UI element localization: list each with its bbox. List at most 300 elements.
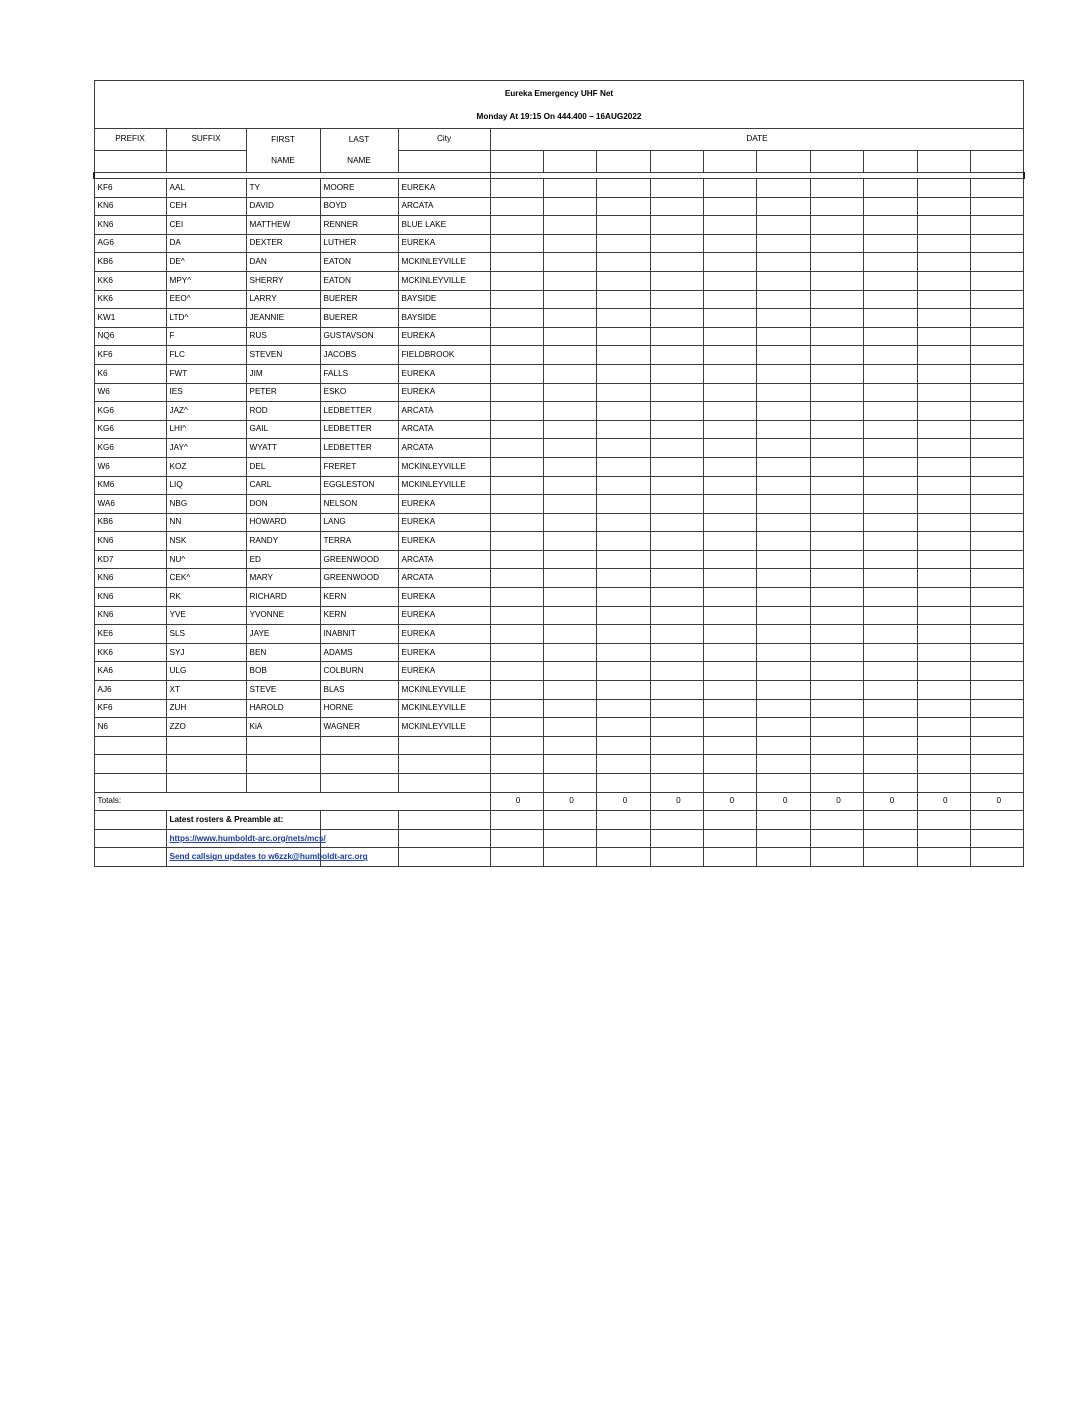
cell-last-name[interactable]: NELSON (320, 495, 398, 514)
cell-checkin-3[interactable] (597, 327, 650, 346)
cell-checkin-3[interactable] (597, 290, 650, 309)
cell-checkin-6[interactable] (757, 290, 810, 309)
cell-first-name[interactable]: BEN (246, 643, 320, 662)
cell-checkin-1[interactable] (490, 364, 543, 383)
cell-checkin-5[interactable] (704, 364, 757, 383)
cell-first-name[interactable]: JEANNIE (246, 309, 320, 328)
date-column-header-7[interactable] (810, 151, 863, 173)
cell-checkin-10[interactable] (971, 495, 1024, 514)
cell-first-name[interactable]: DEL (246, 457, 320, 476)
cell-checkin-6[interactable] (757, 606, 810, 625)
cell-city[interactable]: EUREKA (398, 364, 490, 383)
cell-checkin-4[interactable] (650, 364, 703, 383)
cell-city[interactable]: MCKINLEYVILLE (398, 681, 490, 700)
cell-prefix[interactable] (94, 755, 166, 774)
cell-checkin-7[interactable] (810, 309, 863, 328)
cell-first-name[interactable]: BOB (246, 662, 320, 681)
cell-prefix[interactable]: KW1 (94, 309, 166, 328)
cell-city[interactable]: MCKINLEYVILLE (398, 271, 490, 290)
cell-checkin-3[interactable] (597, 234, 650, 253)
cell-city[interactable]: EUREKA (398, 513, 490, 532)
cell-checkin-5[interactable] (704, 755, 757, 774)
cell-last-name[interactable] (320, 736, 398, 755)
cell-prefix[interactable]: KN6 (94, 588, 166, 607)
cell-checkin-10[interactable] (971, 532, 1024, 551)
cell-checkin-6[interactable] (757, 699, 810, 718)
cell-prefix[interactable]: KK6 (94, 271, 166, 290)
cell-prefix[interactable]: W6 (94, 383, 166, 402)
cell-checkin-3[interactable] (597, 550, 650, 569)
cell-checkin-1[interactable] (490, 327, 543, 346)
cell-last-name[interactable]: BUERER (320, 290, 398, 309)
cell-prefix[interactable]: KD7 (94, 550, 166, 569)
cell-checkin-4[interactable] (650, 402, 703, 421)
cell-suffix[interactable]: LIQ (166, 476, 246, 495)
cell-checkin-4[interactable] (650, 681, 703, 700)
cell-checkin-3[interactable] (597, 439, 650, 458)
cell-checkin-5[interactable] (704, 606, 757, 625)
cell-last-name[interactable]: COLBURN (320, 662, 398, 681)
cell-checkin-10[interactable] (971, 439, 1024, 458)
cell-first-name[interactable]: DON (246, 495, 320, 514)
cell-checkin-5[interactable] (704, 662, 757, 681)
cell-city[interactable]: EUREKA (398, 588, 490, 607)
cell-checkin-1[interactable] (490, 271, 543, 290)
cell-checkin-10[interactable] (971, 606, 1024, 625)
cell-checkin-6[interactable] (757, 383, 810, 402)
cell-checkin-2[interactable] (543, 234, 596, 253)
date-column-header-1[interactable] (490, 151, 543, 173)
cell-checkin-6[interactable] (757, 681, 810, 700)
cell-suffix[interactable]: FWT (166, 364, 246, 383)
cell-checkin-1[interactable] (490, 643, 543, 662)
cell-checkin-7[interactable] (810, 513, 863, 532)
cell-checkin-7[interactable] (810, 662, 863, 681)
cell-prefix[interactable]: KN6 (94, 606, 166, 625)
cell-checkin-9[interactable] (917, 346, 970, 365)
cell-last-name[interactable]: EGGLESTON (320, 476, 398, 495)
cell-checkin-8[interactable] (864, 513, 917, 532)
cell-last-name[interactable]: LEDBETTER (320, 439, 398, 458)
cell-checkin-1[interactable] (490, 532, 543, 551)
cell-first-name[interactable]: DAN (246, 253, 320, 272)
cell-suffix[interactable]: MPY^ (166, 271, 246, 290)
cell-city[interactable]: FIELDBROOK (398, 346, 490, 365)
cell-prefix[interactable] (94, 774, 166, 793)
cell-checkin-10[interactable] (971, 309, 1024, 328)
cell-checkin-1[interactable] (490, 736, 543, 755)
cell-checkin-6[interactable] (757, 327, 810, 346)
cell-first-name[interactable] (246, 736, 320, 755)
cell-checkin-7[interactable] (810, 216, 863, 235)
cell-checkin-4[interactable] (650, 495, 703, 514)
cell-checkin-9[interactable] (917, 718, 970, 737)
cell-checkin-1[interactable] (490, 476, 543, 495)
cell-checkin-4[interactable] (650, 699, 703, 718)
cell-checkin-9[interactable] (917, 327, 970, 346)
cell-checkin-1[interactable] (490, 718, 543, 737)
cell-city[interactable]: MCKINLEYVILLE (398, 253, 490, 272)
cell-checkin-4[interactable] (650, 197, 703, 216)
cell-first-name[interactable]: SHERRY (246, 271, 320, 290)
cell-checkin-5[interactable] (704, 718, 757, 737)
cell-checkin-2[interactable] (543, 643, 596, 662)
cell-first-name[interactable]: JIM (246, 364, 320, 383)
cell-checkin-10[interactable] (971, 662, 1024, 681)
cell-checkin-6[interactable] (757, 420, 810, 439)
cell-checkin-5[interactable] (704, 643, 757, 662)
cell-checkin-9[interactable] (917, 234, 970, 253)
cell-checkin-8[interactable] (864, 588, 917, 607)
cell-checkin-4[interactable] (650, 234, 703, 253)
cell-suffix[interactable]: CEK^ (166, 569, 246, 588)
cell-checkin-8[interactable] (864, 271, 917, 290)
cell-checkin-4[interactable] (650, 588, 703, 607)
cell-checkin-8[interactable] (864, 736, 917, 755)
cell-checkin-2[interactable] (543, 253, 596, 272)
cell-checkin-7[interactable] (810, 643, 863, 662)
cell-first-name[interactable]: STEVEN (246, 346, 320, 365)
cell-checkin-9[interactable] (917, 681, 970, 700)
cell-checkin-1[interactable] (490, 662, 543, 681)
cell-checkin-3[interactable] (597, 309, 650, 328)
cell-checkin-7[interactable] (810, 234, 863, 253)
roster-url-link[interactable]: https://www.humboldt-arc.org/nets/mcs/ (169, 833, 326, 843)
cell-last-name[interactable] (320, 774, 398, 793)
cell-first-name[interactable] (246, 755, 320, 774)
cell-checkin-3[interactable] (597, 606, 650, 625)
cell-checkin-3[interactable] (597, 699, 650, 718)
cell-checkin-4[interactable] (650, 606, 703, 625)
cell-checkin-5[interactable] (704, 588, 757, 607)
cell-city[interactable]: ARCATA (398, 569, 490, 588)
cell-last-name[interactable]: JACOBS (320, 346, 398, 365)
cell-prefix[interactable]: KF6 (94, 346, 166, 365)
cell-checkin-8[interactable] (864, 774, 917, 793)
cell-checkin-6[interactable] (757, 309, 810, 328)
cell-first-name[interactable]: MATTHEW (246, 216, 320, 235)
cell-suffix[interactable]: JAZ^ (166, 402, 246, 421)
cell-suffix[interactable]: ZZO (166, 718, 246, 737)
cell-suffix[interactable]: FLC (166, 346, 246, 365)
cell-checkin-3[interactable] (597, 364, 650, 383)
cell-suffix[interactable]: DE^ (166, 253, 246, 272)
cell-checkin-9[interactable] (917, 513, 970, 532)
cell-prefix[interactable]: KB6 (94, 253, 166, 272)
cell-checkin-5[interactable] (704, 327, 757, 346)
cell-checkin-7[interactable] (810, 774, 863, 793)
cell-first-name[interactable]: PETER (246, 383, 320, 402)
cell-suffix[interactable]: F (166, 327, 246, 346)
cell-city[interactable]: ARCATA (398, 402, 490, 421)
cell-checkin-10[interactable] (971, 364, 1024, 383)
cell-checkin-9[interactable] (917, 699, 970, 718)
cell-checkin-2[interactable] (543, 364, 596, 383)
date-column-header-2[interactable] (543, 151, 596, 173)
cell-last-name[interactable]: KERN (320, 588, 398, 607)
cell-city[interactable]: EUREKA (398, 179, 490, 198)
cell-checkin-8[interactable] (864, 718, 917, 737)
cell-suffix[interactable]: AAL (166, 179, 246, 198)
cell-city[interactable]: EUREKA (398, 643, 490, 662)
cell-checkin-10[interactable] (971, 383, 1024, 402)
cell-checkin-2[interactable] (543, 197, 596, 216)
cell-checkin-9[interactable] (917, 736, 970, 755)
cell-prefix[interactable]: N6 (94, 718, 166, 737)
cell-prefix[interactable]: W6 (94, 457, 166, 476)
cell-checkin-7[interactable] (810, 179, 863, 198)
date-column-header-9[interactable] (917, 151, 970, 173)
cell-checkin-5[interactable] (704, 290, 757, 309)
cell-checkin-9[interactable] (917, 383, 970, 402)
cell-first-name[interactable]: DEXTER (246, 234, 320, 253)
cell-city[interactable] (398, 736, 490, 755)
cell-checkin-2[interactable] (543, 681, 596, 700)
cell-checkin-6[interactable] (757, 625, 810, 644)
cell-checkin-9[interactable] (917, 625, 970, 644)
cell-checkin-2[interactable] (543, 439, 596, 458)
cell-checkin-4[interactable] (650, 290, 703, 309)
cell-checkin-2[interactable] (543, 774, 596, 793)
cell-prefix[interactable]: WA6 (94, 495, 166, 514)
callsign-update-email-link[interactable]: Send callsign updates to w6zzk@humboldt-arc.org (169, 852, 368, 862)
cell-checkin-7[interactable] (810, 290, 863, 309)
cell-checkin-10[interactable] (971, 774, 1024, 793)
cell-prefix[interactable]: AJ6 (94, 681, 166, 700)
cell-checkin-8[interactable] (864, 550, 917, 569)
footer-update-note[interactable] (166, 848, 368, 867)
cell-checkin-6[interactable] (757, 736, 810, 755)
cell-checkin-2[interactable] (543, 588, 596, 607)
cell-checkin-5[interactable] (704, 699, 757, 718)
cell-first-name[interactable]: LARRY (246, 290, 320, 309)
cell-checkin-5[interactable] (704, 495, 757, 514)
cell-checkin-5[interactable] (704, 774, 757, 793)
cell-suffix[interactable] (166, 736, 246, 755)
cell-checkin-9[interactable] (917, 550, 970, 569)
cell-checkin-7[interactable] (810, 625, 863, 644)
cell-first-name[interactable]: DAVID (246, 197, 320, 216)
cell-city[interactable]: EUREKA (398, 625, 490, 644)
cell-checkin-2[interactable] (543, 718, 596, 737)
cell-suffix[interactable]: KOZ (166, 457, 246, 476)
cell-suffix[interactable] (166, 755, 246, 774)
cell-first-name[interactable]: GAIL (246, 420, 320, 439)
cell-checkin-9[interactable] (917, 643, 970, 662)
cell-checkin-2[interactable] (543, 346, 596, 365)
cell-checkin-9[interactable] (917, 290, 970, 309)
cell-suffix[interactable]: EEO^ (166, 290, 246, 309)
cell-prefix[interactable]: KG6 (94, 420, 166, 439)
cell-checkin-8[interactable] (864, 699, 917, 718)
cell-checkin-1[interactable] (490, 402, 543, 421)
cell-checkin-8[interactable] (864, 420, 917, 439)
cell-checkin-10[interactable] (971, 681, 1024, 700)
cell-checkin-6[interactable] (757, 197, 810, 216)
cell-checkin-5[interactable] (704, 457, 757, 476)
cell-checkin-5[interactable] (704, 346, 757, 365)
cell-last-name[interactable]: ADAMS (320, 643, 398, 662)
cell-checkin-4[interactable] (650, 327, 703, 346)
cell-checkin-9[interactable] (917, 253, 970, 272)
cell-checkin-10[interactable] (971, 234, 1024, 253)
cell-checkin-1[interactable] (490, 234, 543, 253)
cell-checkin-1[interactable] (490, 625, 543, 644)
cell-checkin-7[interactable] (810, 569, 863, 588)
cell-checkin-9[interactable] (917, 569, 970, 588)
cell-checkin-5[interactable] (704, 569, 757, 588)
cell-last-name[interactable]: INABNIT (320, 625, 398, 644)
cell-checkin-1[interactable] (490, 253, 543, 272)
cell-checkin-9[interactable] (917, 439, 970, 458)
cell-checkin-6[interactable] (757, 718, 810, 737)
cell-checkin-3[interactable] (597, 736, 650, 755)
cell-checkin-9[interactable] (917, 420, 970, 439)
cell-checkin-9[interactable] (917, 606, 970, 625)
cell-checkin-7[interactable] (810, 253, 863, 272)
cell-checkin-7[interactable] (810, 532, 863, 551)
cell-checkin-10[interactable] (971, 179, 1024, 198)
cell-checkin-6[interactable] (757, 662, 810, 681)
cell-checkin-2[interactable] (543, 736, 596, 755)
cell-first-name[interactable]: CARL (246, 476, 320, 495)
cell-checkin-3[interactable] (597, 774, 650, 793)
cell-checkin-4[interactable] (650, 253, 703, 272)
cell-last-name[interactable]: HORNE (320, 699, 398, 718)
cell-city[interactable]: ARCATA (398, 439, 490, 458)
cell-checkin-9[interactable] (917, 402, 970, 421)
cell-checkin-8[interactable] (864, 383, 917, 402)
cell-checkin-6[interactable] (757, 588, 810, 607)
cell-suffix[interactable]: XT (166, 681, 246, 700)
cell-checkin-8[interactable] (864, 532, 917, 551)
cell-prefix[interactable]: KN6 (94, 532, 166, 551)
cell-checkin-3[interactable] (597, 253, 650, 272)
cell-checkin-9[interactable] (917, 457, 970, 476)
cell-checkin-5[interactable] (704, 736, 757, 755)
cell-checkin-9[interactable] (917, 309, 970, 328)
cell-checkin-8[interactable] (864, 327, 917, 346)
cell-checkin-8[interactable] (864, 662, 917, 681)
cell-suffix[interactable]: NN (166, 513, 246, 532)
cell-checkin-1[interactable] (490, 606, 543, 625)
cell-checkin-7[interactable] (810, 681, 863, 700)
cell-checkin-9[interactable] (917, 271, 970, 290)
cell-checkin-2[interactable] (543, 662, 596, 681)
cell-checkin-2[interactable] (543, 179, 596, 198)
cell-checkin-7[interactable] (810, 476, 863, 495)
cell-checkin-5[interactable] (704, 476, 757, 495)
cell-prefix[interactable]: KE6 (94, 625, 166, 644)
cell-checkin-7[interactable] (810, 588, 863, 607)
cell-checkin-8[interactable] (864, 625, 917, 644)
cell-checkin-10[interactable] (971, 625, 1024, 644)
cell-checkin-5[interactable] (704, 420, 757, 439)
cell-checkin-7[interactable] (810, 439, 863, 458)
cell-checkin-2[interactable] (543, 327, 596, 346)
cell-checkin-10[interactable] (971, 736, 1024, 755)
cell-prefix[interactable]: AG6 (94, 234, 166, 253)
cell-checkin-2[interactable] (543, 309, 596, 328)
cell-checkin-10[interactable] (971, 402, 1024, 421)
footer-roster-url[interactable] (166, 829, 326, 848)
cell-suffix[interactable]: IES (166, 383, 246, 402)
cell-city[interactable]: EUREKA (398, 327, 490, 346)
cell-checkin-9[interactable] (917, 755, 970, 774)
cell-checkin-8[interactable] (864, 681, 917, 700)
cell-suffix[interactable]: ZUH (166, 699, 246, 718)
cell-checkin-1[interactable] (490, 290, 543, 309)
cell-checkin-6[interactable] (757, 179, 810, 198)
cell-prefix[interactable]: KK6 (94, 290, 166, 309)
cell-checkin-3[interactable] (597, 513, 650, 532)
cell-last-name[interactable]: LANG (320, 513, 398, 532)
date-column-header-8[interactable] (864, 151, 917, 173)
cell-checkin-8[interactable] (864, 290, 917, 309)
cell-checkin-8[interactable] (864, 216, 917, 235)
cell-checkin-10[interactable] (971, 569, 1024, 588)
cell-checkin-1[interactable] (490, 383, 543, 402)
cell-checkin-3[interactable] (597, 457, 650, 476)
cell-checkin-6[interactable] (757, 216, 810, 235)
cell-suffix[interactable]: DA (166, 234, 246, 253)
cell-checkin-9[interactable] (917, 197, 970, 216)
cell-city[interactable]: MCKINLEYVILLE (398, 457, 490, 476)
cell-checkin-8[interactable] (864, 253, 917, 272)
cell-checkin-8[interactable] (864, 364, 917, 383)
cell-last-name[interactable]: ESKO (320, 383, 398, 402)
cell-checkin-3[interactable] (597, 755, 650, 774)
cell-checkin-3[interactable] (597, 346, 650, 365)
cell-checkin-2[interactable] (543, 457, 596, 476)
cell-checkin-6[interactable] (757, 569, 810, 588)
cell-first-name[interactable]: JAYE (246, 625, 320, 644)
cell-checkin-7[interactable] (810, 420, 863, 439)
cell-checkin-6[interactable] (757, 457, 810, 476)
cell-checkin-7[interactable] (810, 457, 863, 476)
cell-checkin-2[interactable] (543, 290, 596, 309)
cell-checkin-8[interactable] (864, 197, 917, 216)
cell-checkin-1[interactable] (490, 755, 543, 774)
cell-first-name[interactable] (246, 774, 320, 793)
cell-checkin-8[interactable] (864, 457, 917, 476)
cell-checkin-1[interactable] (490, 569, 543, 588)
cell-checkin-10[interactable] (971, 253, 1024, 272)
cell-checkin-2[interactable] (543, 699, 596, 718)
cell-checkin-8[interactable] (864, 495, 917, 514)
cell-checkin-5[interactable] (704, 550, 757, 569)
cell-city[interactable]: EUREKA (398, 234, 490, 253)
cell-checkin-7[interactable] (810, 346, 863, 365)
cell-last-name[interactable]: BOYD (320, 197, 398, 216)
cell-first-name[interactable]: HOWARD (246, 513, 320, 532)
cell-checkin-1[interactable] (490, 439, 543, 458)
cell-checkin-8[interactable] (864, 606, 917, 625)
cell-checkin-2[interactable] (543, 216, 596, 235)
cell-checkin-4[interactable] (650, 569, 703, 588)
cell-checkin-9[interactable] (917, 364, 970, 383)
cell-city[interactable]: BAYSIDE (398, 309, 490, 328)
cell-checkin-5[interactable] (704, 439, 757, 458)
cell-prefix[interactable]: KK6 (94, 643, 166, 662)
cell-checkin-6[interactable] (757, 755, 810, 774)
cell-last-name[interactable]: LUTHER (320, 234, 398, 253)
cell-checkin-7[interactable] (810, 271, 863, 290)
cell-last-name[interactable]: EATON (320, 253, 398, 272)
cell-checkin-7[interactable] (810, 495, 863, 514)
cell-checkin-8[interactable] (864, 179, 917, 198)
cell-last-name[interactable]: BLAS (320, 681, 398, 700)
